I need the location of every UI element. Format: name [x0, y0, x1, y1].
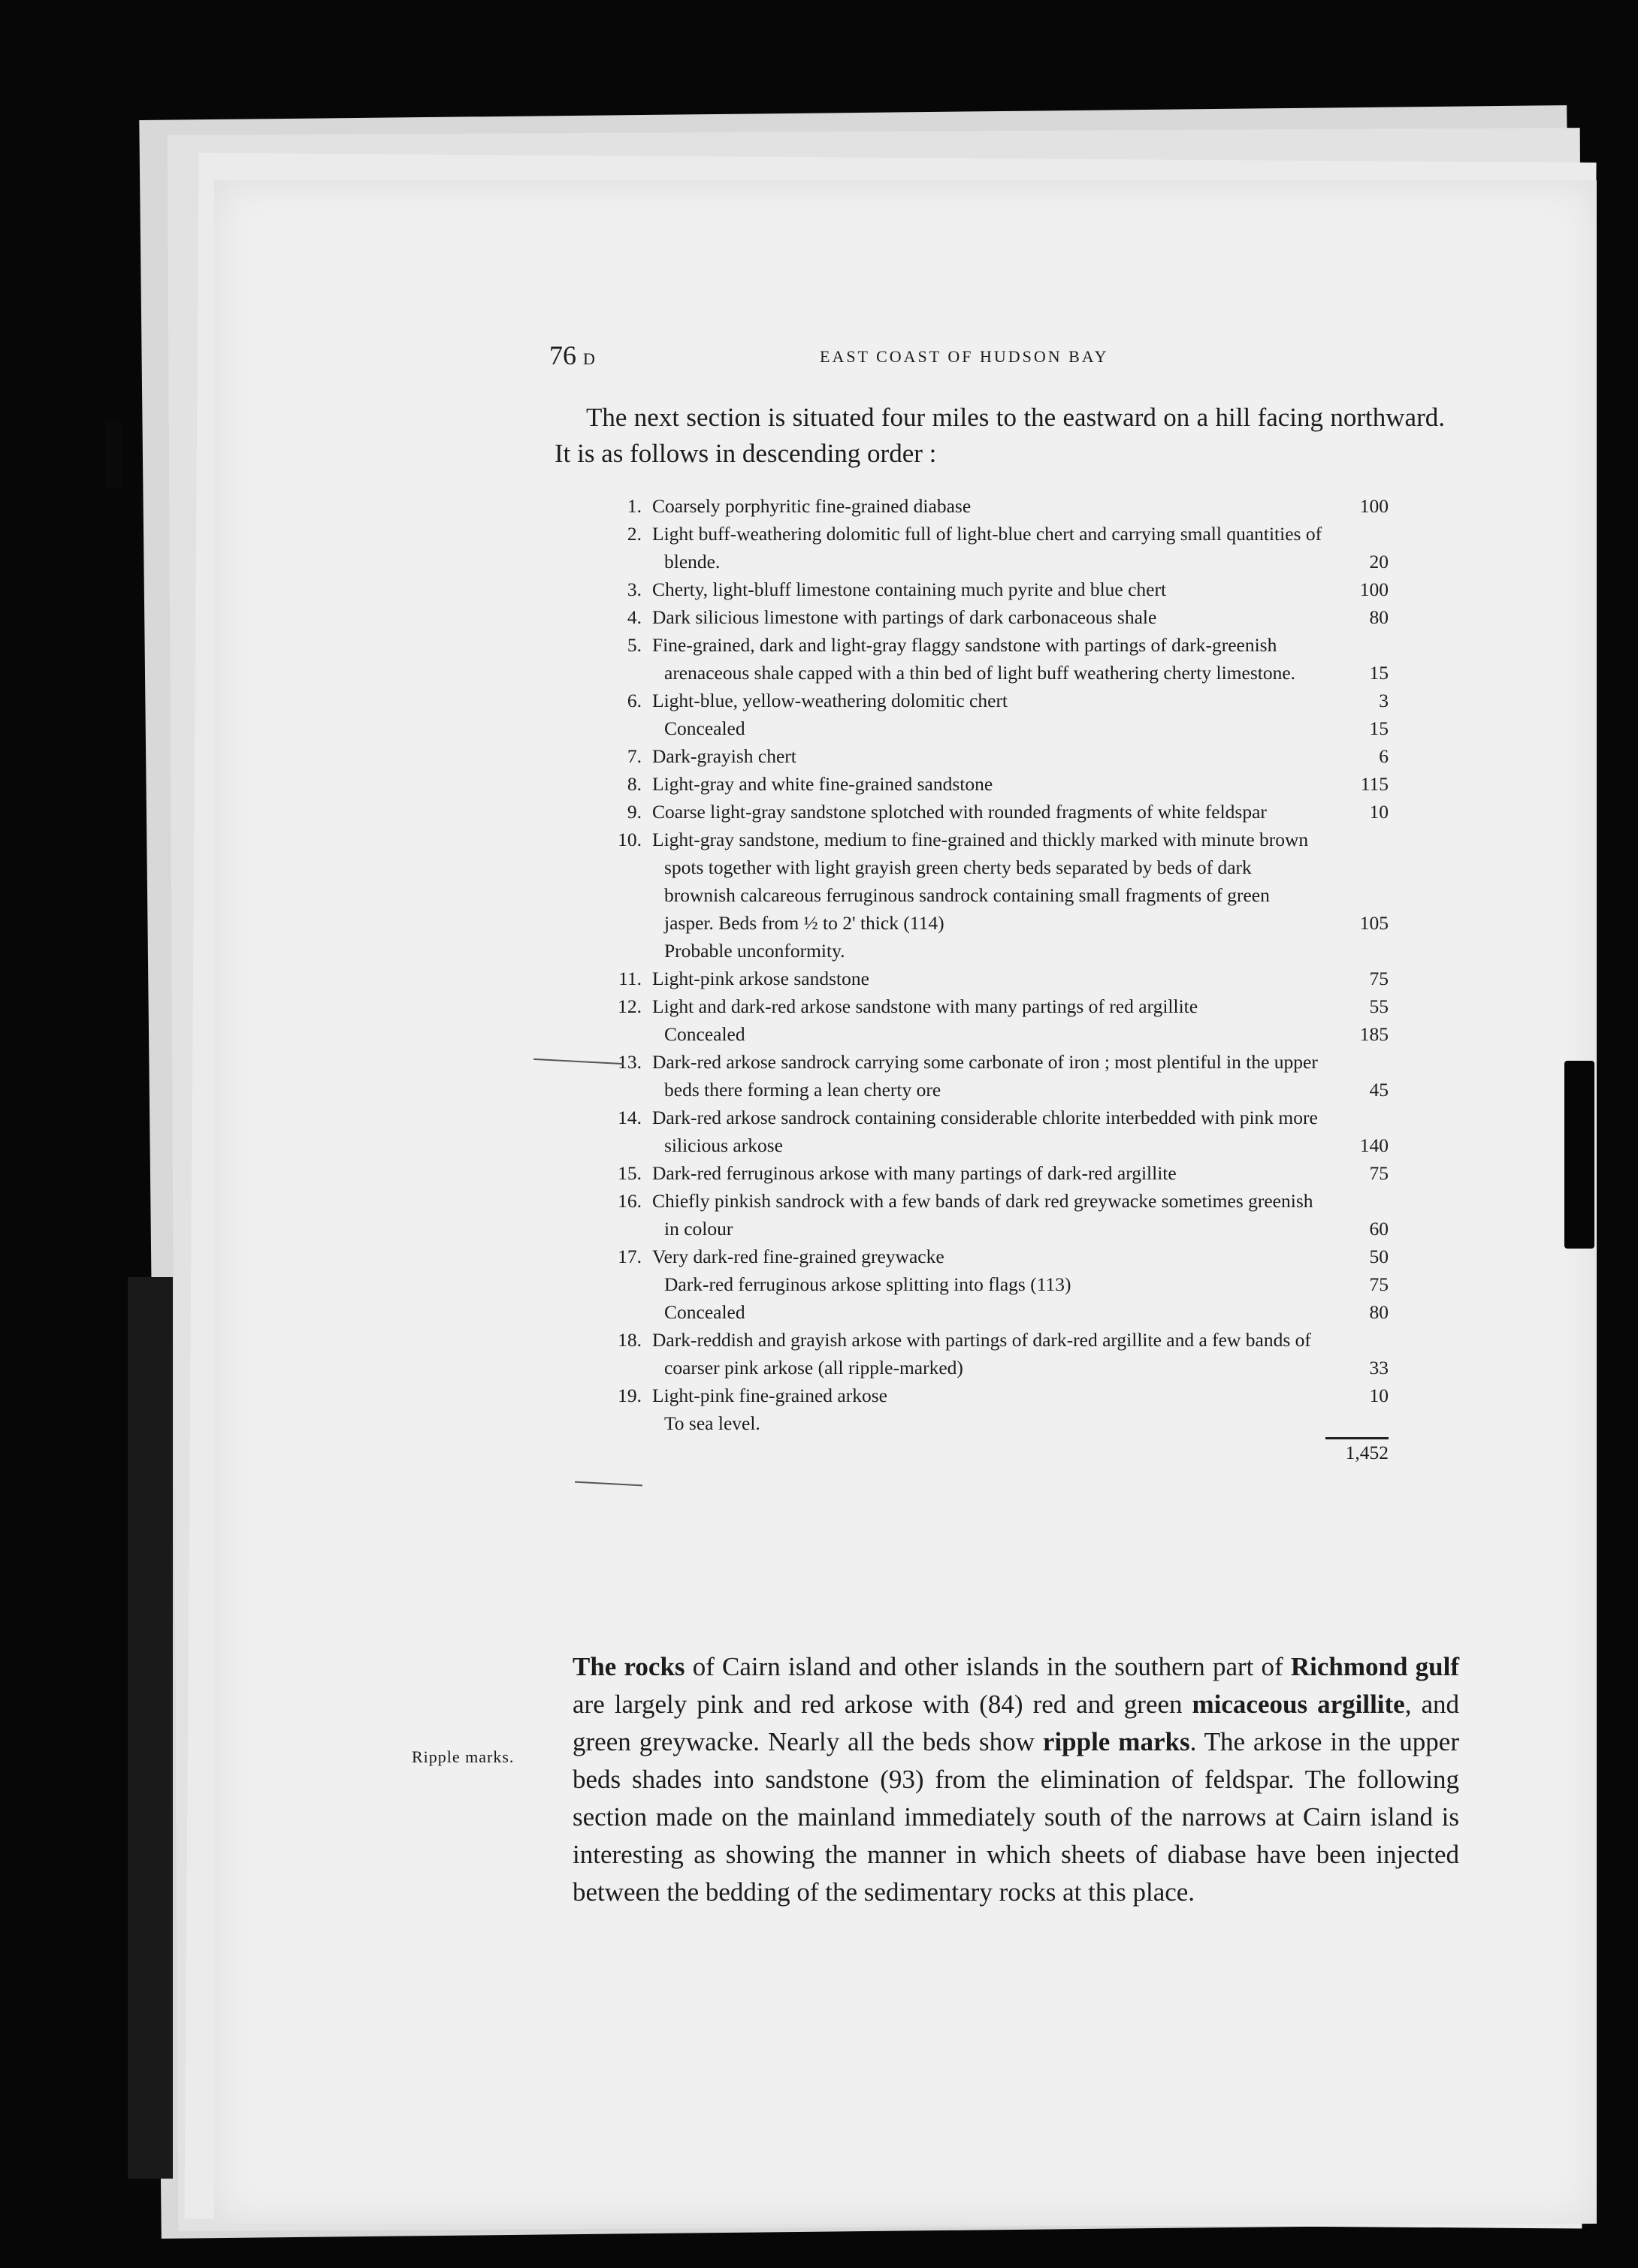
entry-thickness: 3: [1379, 690, 1389, 711]
entry-description: Concealed: [664, 1023, 745, 1045]
entry-number: 2.: [627, 523, 642, 545]
section-entry: [601, 798, 1389, 826]
entry-thickness: 75: [1369, 1162, 1389, 1184]
section-entry: [601, 992, 1389, 1020]
section-entry: [601, 1326, 1389, 1382]
entry-thickness: 100: [1359, 495, 1389, 517]
section-entry: [601, 520, 1389, 575]
section-entry: [601, 575, 1389, 603]
entry-description: Light-gray and white fine-grained sandstone: [652, 773, 993, 795]
entry-thickness: 45: [1369, 1079, 1389, 1101]
entry-thickness: 100: [1359, 578, 1389, 600]
entry-thickness: 75: [1369, 968, 1389, 989]
section-entry: [601, 937, 1389, 965]
bold-term: micaceous argillite: [1192, 1690, 1405, 1719]
section-entry: [601, 1048, 1389, 1104]
entry-description: To sea level.: [664, 1412, 760, 1434]
entry-number: 5.: [627, 634, 642, 656]
entry-description: Dark-reddish and grayish arkose with partings of dark-red argillite and a few bands of coarser pink arkose (all ripple-marked): [652, 1329, 1311, 1379]
section-entry: [601, 965, 1389, 992]
running-title: EAST COAST OF HUDSON BAY: [820, 347, 1109, 366]
section-entry: [601, 826, 1389, 937]
entry-number: 3.: [627, 578, 642, 600]
entry-thickness: 80: [1369, 606, 1389, 628]
section-entry: [601, 1270, 1389, 1298]
entry-thickness: 60: [1369, 1218, 1389, 1240]
entry-description: Light and dark-red arkose sandstone with many partings of red argillite: [652, 995, 1198, 1017]
entry-thickness: 10: [1369, 1385, 1389, 1406]
entry-description: Fine-grained, dark and light-gray flaggy sandstone with partings of dark-greenish arenaceous shale capped with a thin bed of light buff weathering cherty limestone.: [652, 634, 1296, 684]
entry-description: Light-pink arkose sandstone: [652, 968, 869, 989]
entry-thickness: 185: [1359, 1023, 1389, 1045]
entry-description: Light-gray sandstone, medium to fine-grained and thickly marked with minute brown spots together with light grayish green cherty beds separated by beds of dark brownish calcareous ferruginous sandrock containing small fragments of green jasper. Beds from ½ to 2' thick (114): [652, 829, 1309, 934]
entry-number: 17.: [618, 1246, 642, 1267]
intro-paragraph: The next section is situated four miles to the eastward on a hill facing northward. It is as follows in descending order :: [555, 403, 1445, 468]
entry-description: Cherty, light-bluff limestone containing much pyrite and blue chert: [652, 578, 1167, 600]
entry-number: 18.: [618, 1329, 642, 1351]
bold-term: The rocks: [573, 1652, 685, 1681]
section-total: [601, 1437, 1389, 1470]
entry-thickness: 15: [1369, 717, 1389, 739]
section-entry: [601, 770, 1389, 798]
entry-description: Coarsely porphyritic fine-grained diabase: [652, 495, 972, 517]
section-entry: [601, 631, 1389, 687]
entry-description: Chiefly pinkish sandrock with a few bands of dark red greywacke sometimes greenish in colour: [652, 1190, 1313, 1240]
entry-description: Dark-red arkose sandrock containing considerable chlorite interbedded with pink more silicious arkose: [652, 1107, 1318, 1156]
page-number: 76 D: [549, 340, 596, 370]
entry-description: Dark-grayish chert: [652, 745, 796, 767]
entry-description: Dark-red arkose sandrock carrying some carbonate of iron ; most plentiful in the upper beds there forming a lean cherty ore: [652, 1051, 1318, 1101]
entry-number: 15.: [618, 1162, 642, 1184]
entry-description: Probable unconformity.: [664, 940, 845, 962]
total-rule: [1325, 1437, 1389, 1439]
entry-number: 4.: [627, 606, 642, 628]
section-entry: [601, 492, 1389, 520]
body-paragraph: The rocks of Cairn island and other islands in the southern part of Richmond gulf are largely pink and red arkose with (84) red and green micaceous argillite, and green greywacke. Nearly all the beds show ripple marks. The arkose in the upper beds shades into sandstone (93) from the elimination of feldspar. The following section made on the mainland immediately south of the narrows at Cairn island is interesting as showing the manner in which sheets of diabase have been injected between the bedding of the sedimentary rocks at this place.: [573, 1652, 1459, 1907]
entry-thickness: 50: [1369, 1246, 1389, 1267]
stratigraphic-section-list: [601, 492, 1389, 1470]
entry-number: 1.: [627, 495, 642, 517]
entry-number: 6.: [627, 690, 642, 711]
entry-description: Light-blue, yellow-weathering dolomitic chert: [652, 690, 1008, 711]
bold-term: ripple marks: [1042, 1727, 1190, 1756]
entry-thickness: 80: [1369, 1301, 1389, 1323]
entry-thickness: 10: [1369, 801, 1389, 823]
entry-number: 10.: [618, 829, 642, 850]
section-entry: [601, 1298, 1389, 1326]
section-entry: [601, 1243, 1389, 1270]
entry-thickness: 55: [1369, 995, 1389, 1017]
bold-term: Richmond gulf: [1290, 1652, 1459, 1681]
entry-thickness: 20: [1369, 551, 1389, 572]
section-entry: [601, 1104, 1389, 1159]
entry-description: Light buff-weathering dolomitic full of light-blue chert and carrying small quantities of blende.: [652, 523, 1322, 572]
section-entry: [601, 742, 1389, 770]
entry-thickness: 75: [1369, 1273, 1389, 1295]
pencil-mark: [575, 1481, 642, 1487]
entry-number: 7.: [627, 745, 642, 767]
entry-description: Light-pink fine-grained arkose: [652, 1385, 887, 1406]
entry-number: 12.: [618, 995, 642, 1017]
entry-number: 14.: [618, 1107, 642, 1128]
entry-description: Dark-red ferruginous arkose with many partings of dark-red argillite: [652, 1162, 1177, 1184]
section-entry: [601, 1382, 1389, 1409]
entry-description: Coarse light-gray sandstone splotched with rounded fragments of white feldspar: [652, 801, 1267, 823]
section-entry: [601, 1020, 1389, 1048]
section-entry: [601, 1409, 1389, 1437]
entry-number: 13.: [618, 1051, 642, 1073]
entry-number: 9.: [627, 801, 642, 823]
entry-number: 8.: [627, 773, 642, 795]
section-entry: [601, 1187, 1389, 1243]
entry-description: Dark silicious limestone with partings of dark carbonaceous shale: [652, 606, 1157, 628]
entry-description: Concealed: [664, 1301, 745, 1323]
entry-thickness: 140: [1359, 1134, 1389, 1156]
total-thickness: 1,452: [1345, 1442, 1389, 1463]
entry-thickness: 105: [1359, 912, 1389, 934]
entry-description: Dark-red ferruginous arkose splitting into flags (113): [664, 1273, 1071, 1295]
entry-thickness: 115: [1360, 773, 1389, 795]
entry-number: 16.: [618, 1190, 642, 1212]
entry-number: 11.: [618, 968, 642, 989]
entry-thickness: 15: [1369, 662, 1389, 684]
entry-thickness: 6: [1379, 745, 1389, 767]
margin-note: Ripple marks.: [412, 1747, 515, 1766]
section-entry: [601, 603, 1389, 631]
section-entry: [601, 1159, 1389, 1187]
section-entry: [601, 714, 1389, 742]
entry-description: Concealed: [664, 717, 745, 739]
entry-thickness: 33: [1369, 1357, 1389, 1379]
entry-number: 19.: [618, 1385, 642, 1406]
entry-description: Very dark-red fine-grained greywacke: [652, 1246, 944, 1267]
section-entry: [601, 687, 1389, 714]
